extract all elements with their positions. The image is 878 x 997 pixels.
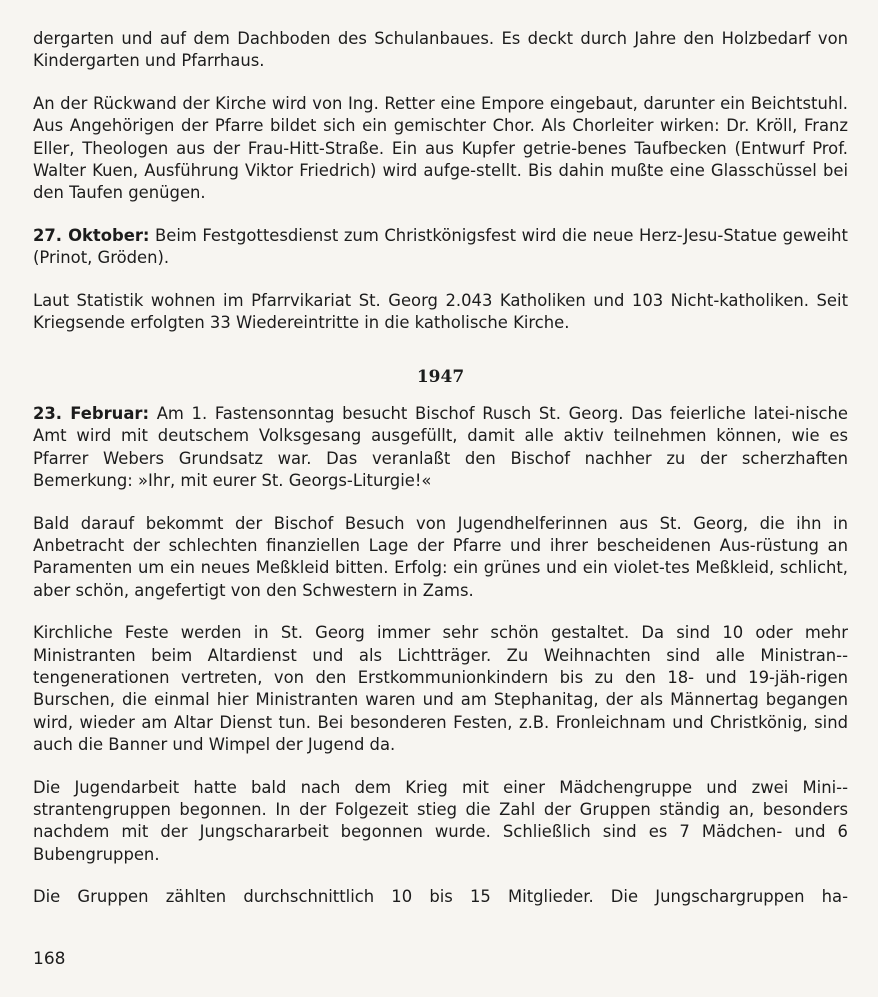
paragraph-text: Am 1. Fastensonntag besucht Bischof Rusch St. Georg. Das feierliche latei-nische Amt wird mit deutschem Volksgesang ausgefüllt, damit alle aktiv teilnehmen können, wie es Pfarrer Webers Grundsatz war. Das veranlaßt den Bischof nachher zu der scherzhaften Bemerkung: »Ihr, mit eurer St. Georgs-Liturgie!« xyxy=(33,403,848,491)
date-lead: 23. Februar: xyxy=(33,403,150,423)
page-number: 168 xyxy=(33,949,66,969)
paragraph-text: Kirchliche Feste werden in St. Georg immer sehr schön gestaltet. Da sind 10 oder mehr Ministranten beim Altardienst und als Lichtträger. Zu Weihnachten sind alle Ministran-tengenerationen vertreten, von den Erstkommunionkindern bis zu den 18- und 19-jäh-rigen Burschen, die einmal hier Ministranten waren und am Stephanitag, der als Männertag begangen wird, wieder am Altar Dienst tun. Bei besonderen Festen, z.B. Fronleichnam und Christkönig, sind auch die Banner und Wimpel der Jugend da. xyxy=(33,623,848,755)
page-body xyxy=(33,28,848,929)
paragraph-text: Beim Festgottesdienst zum Christkönigsfest wird die neue Herz-Jesu-Statue geweiht (Prinot, Gröden). xyxy=(33,225,848,268)
paragraph-kindergarten-holz xyxy=(33,28,848,73)
date-lead: 27. Oktober: xyxy=(33,225,150,245)
paragraph-gruppen xyxy=(33,886,848,908)
paragraph-text: Die Jugendarbeit hatte bald nach dem Krieg mit einer Mädchengruppe und zwei Mini-strantengruppen begonnen. In der Folgezeit stieg die Zahl der Gruppen ständig an, besonders nachdem mit der Jungschararbeit begonnen wurde. Schließlich sind es 7 Mädchen- und 6 Bubengruppen. xyxy=(33,777,848,864)
paragraph-27-oktober xyxy=(33,225,848,270)
paragraph-statistik xyxy=(33,290,848,335)
paragraph-text: Bald darauf bekommt der Bischof Besuch von Jugendhelferinnen aus St. Georg, die ihn in Anbetracht der schlechten finanziellen Lage der Pfarre und ihrer bescheidenen Aus-rüstung an Paramenten um ein neues Meßkleid bitten. Erfolg: ein grünes und ein violet-tes Meßkleid, schlicht, aber schön, angefertigt von den Schwestern in Zams. xyxy=(33,513,848,600)
paragraph-empore-chor xyxy=(33,93,848,205)
paragraph-text: Die Gruppen zählten durchschnittlich 10 bis 15 Mitglieder. Die Jungschargruppen ha- xyxy=(33,887,848,907)
paragraph-messkleid xyxy=(33,513,848,603)
paragraph-text: dergarten und auf dem Dachboden des Schulanbaues. Es deckt durch Jahre den Holzbedarf von Kindergarten und Pfarrhaus. xyxy=(33,29,848,71)
year-heading: 1947 xyxy=(416,367,465,388)
paragraph-jugendarbeit xyxy=(33,777,848,867)
paragraph-23-februar xyxy=(33,403,848,493)
paragraph-kirchliche-feste xyxy=(33,622,848,756)
paragraph-text: Laut Statistik wohnen im Pfarrvikariat St. Georg 2.043 Katholiken und 103 Nicht-katholiken. Seit Kriegsende erfolgten 33 Wiedereintritte in die katholische Kirche. xyxy=(33,290,848,333)
paragraph-text: An der Rückwand der Kirche wird von Ing. Retter eine Empore eingebaut, darunter ein Beichtstuhl. Aus Angehörigen der Pfarre bildet sich ein gemischter Chor. Als Chorleiter wirken: Dr. Kröll, Franz Eller, Theologen aus der Frau-Hitt-Straße. Ein aus Kupfer getrie-benes Taufbecken (Entwurf Prof. Walter Kuen, Ausführung Viktor Friedrich) wird aufge-stellt. Bis dahin mußte eine Glasschüssel bei den Taufen genügen. xyxy=(33,93,848,203)
